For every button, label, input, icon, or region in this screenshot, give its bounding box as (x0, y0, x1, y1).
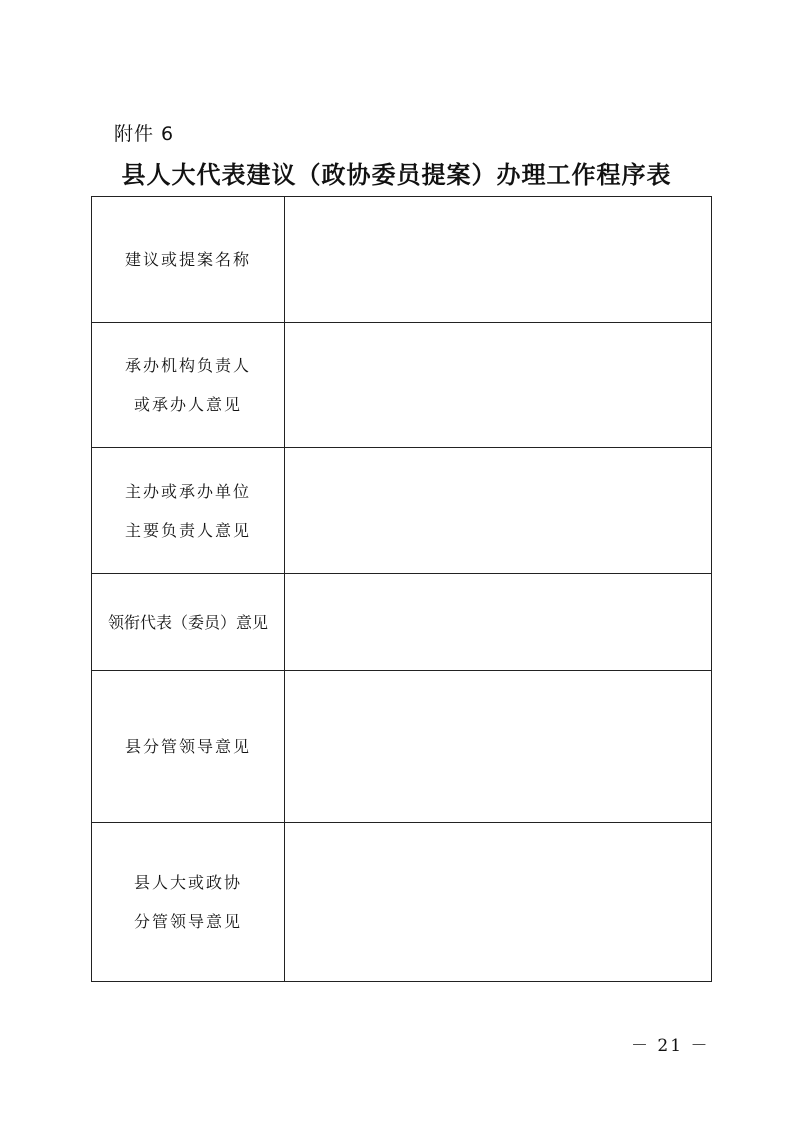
row-label-line: 建议或提案名称 (124, 250, 251, 269)
row-label-proposal-name (92, 197, 285, 323)
row-label-line: 主办或承办单位 (124, 481, 251, 501)
row-label-line: 县人大或政协 (133, 873, 242, 892)
table-row-unit-head-opinion (92, 448, 712, 574)
attachment-label: 附件 6 (114, 123, 175, 145)
row-value-lead-representative-opinion[interactable] (285, 574, 712, 671)
row-label-unit-head-opinion (92, 448, 285, 574)
row-label-line: 领衔代表（委员）意见 (107, 612, 268, 632)
table-row-lead-representative-opinion (92, 574, 712, 671)
row-value-handler-opinion[interactable] (285, 323, 712, 448)
row-value-congress-cppcc-leader-opinion[interactable] (285, 823, 712, 982)
row-label-congress-cppcc-leader-opinion (92, 823, 285, 982)
row-label-lead-representative-opinion (92, 574, 285, 671)
table-row-proposal-name (92, 197, 712, 323)
table-row-county-leader-opinion (92, 671, 712, 823)
page-number: － 21 － (631, 1036, 710, 1056)
row-label-line: 承办机构负责人 (124, 356, 251, 375)
row-label-line: 分管领导意见 (133, 912, 242, 931)
row-value-county-leader-opinion[interactable] (285, 671, 712, 823)
document-title: 县人大代表建议（政协委员提案）办理工作程序表 (121, 161, 672, 189)
row-label-county-leader-opinion (92, 671, 285, 823)
row-label-handler-opinion (92, 323, 285, 448)
row-label-line: 或承办人意见 (133, 395, 242, 414)
table-row-congress-cppcc-leader-opinion (92, 823, 712, 982)
row-value-unit-head-opinion[interactable] (285, 448, 712, 574)
row-label-line: 主要负责人意见 (124, 520, 251, 540)
procedure-form-table (91, 196, 712, 982)
table-row-handler-opinion (92, 323, 712, 448)
row-value-proposal-name[interactable] (285, 197, 712, 323)
row-label-line: 县分管领导意见 (124, 737, 251, 756)
